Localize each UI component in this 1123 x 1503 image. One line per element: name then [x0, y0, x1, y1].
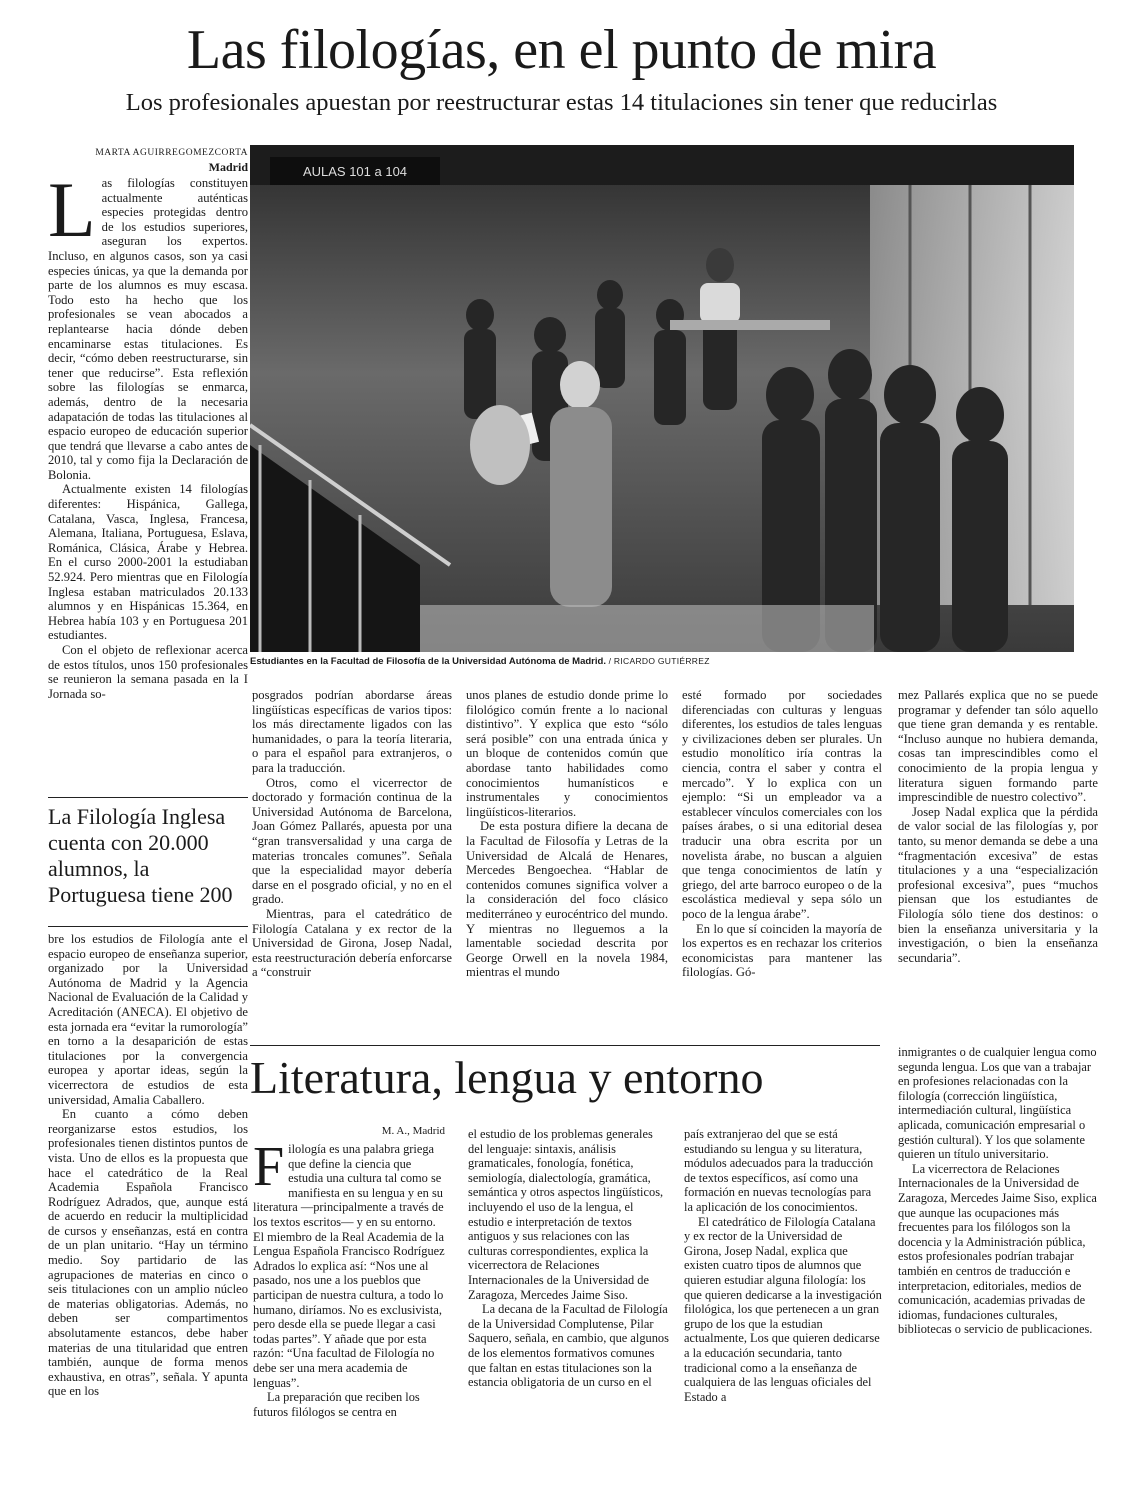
- photo-illustration: [250, 145, 1074, 652]
- main-col1-p5: En cuanto a cómo deben reorganizarse estos estudios, los profesionales tienen distintos puntos de vista. Uno de ellos es la propuesta que hace el catedrático de la Real Academia Española Francisco Rodríguez Adrados, que, aunque está de acuerdo en reducir la multiplicidad de cursos y enseñanzas, está en contra de un plan unitario. “Hay un término medio. Soy partidario de las agrupaciones de materias en cinco o seis titulaciones con un amplio núcleo de materias obligatorias. Además, no deben ser compartimentos absolutamente estancos, debe haber materias de una titularidad que entren también, aunque de forma menos exhaustiva, en otras”, señala. Y apunta que en los: [48, 1107, 248, 1399]
- dropcap-f: F: [253, 1136, 285, 1198]
- main-col1-p3: Con el objeto de reflexionar acerca de estos títulos, unos 150 profesionales se reunieron la semana pasada en la I Jornada so-: [48, 643, 248, 701]
- main-col2-p2: Otros, como el vicerrector de doctorado y formación continua de la Universidad Autónoma de Barcelona, Joan Gómez Pallarés, apuesta por una “gran transversalidad y una carga de materias troncales comunes”. Señala que la especialidad mayor debería darse en el posgrado oficial, y no en el grado.: [252, 775, 452, 907]
- sidebar-col1-p1: Filología es una palabra griega que define la ciencia que estudia una cultura tal como se manifiesta en su lengua y en su literatura —principalmente a través de los textos escritos— y en su entorno. El miembro de la Real Academia de la Lengua Española Francisco Rodríguez Adrados lo explica así: “Nos une al pasado, nos une a los pueblos que participan de nuestra cultura, a todo lo humano, diríamos. No es exclusivista, pero desde ella se puede llegar a casi todas partes”. Y añade que por esta razón: “Una facultad de Filología no debe ser una mera academia de lenguas”.: [253, 1136, 445, 1390]
- sidebar-byline: M. A., Madrid: [381, 1125, 445, 1137]
- main-col5-p1: mez Pallarés explica que no se puede programar y defender tan sólo aquello que tiene gran demanda y es rentable. “Incluso aunque no hubiera demanda, cosas tan imprescindibles como el conocimiento de la propia lengua y literatura siguen formando parte imprescindible de nuestro colectivo”.: [898, 688, 1098, 805]
- main-col3-p1: unos planes de estudio donde prime lo filológico común frente a lo nacional distintivo”. Y explica que esto “sólo será posible” con una entrada única y un bloque de contenidos común que abordase tanto habilidades como conocimientos humanísticos e instrumentales y conocimientos lingüísticos-literarios.: [466, 688, 668, 819]
- byline-place: Madrid: [208, 160, 248, 174]
- sidebar-col2: [468, 1127, 670, 1390]
- main-col1-p4: bre los estudios de Filología ante el espacio europeo de enseñanza superior, organizado por la Universidad Autónoma de Madrid y la Agencia Nacional de Evaluación de la Calidad y Acreditación (ANECA). El objetivo de esta jornada era “evitar la rumorología” en torno a la desaparición de estas titulaciones por la convergencia europea y aportar ideas, según la vicerrectora de estudios de esta universidad, Amalia Caballero.: [48, 932, 248, 1107]
- sidebar-col3-p1: país extranjerao del que se está estudiando su lengua y su literatura, módulos adecuados para la traducción de textos específicos, así como una formación en nuevas tecnologías para la aplicación de los conocimientos.: [684, 1127, 874, 1214]
- sidebar-col4-p2: La vicerrectora de Relaciones Internacionales de la Universidad de Zaragoza, Mercedes Jaime Siso, explica que aunque las ocupaciones más frecuentes para los filólogos son la docencia y la Administración pública, estos profesionales podrían trabajar también en centros de traducción e interpretacion, editoriales, medios de comunicación, academias privadas de idiomas, fundaciones culturales, bibliotecas o servicio de publicaciones.: [898, 1161, 1097, 1337]
- pull-quote-top-rule: [48, 797, 248, 798]
- dropcap-l: L: [48, 166, 96, 253]
- main-col5-p2: Josep Nadal explica que la pérdida de valor social de las filologías y, por tanto, su menor demanda se debe a una “fragmentación excesiva” de estas titulaciones y a una “especialización profesional excesiva”, pues “muchos piensan que los estudiantes de Filología sólo tiene dos destinos: o bien la enseñanza universitaria y la investigación, o bien la enseñanza secundaria”.: [898, 804, 1098, 965]
- main-col2-p3: Mientras, para el catedrático de Filología Catalana y ex rector de la Universidad de Girona, Josep Nadal, esta reestructuración debería enforcarse a “construir: [252, 906, 452, 980]
- sidebar-col4-p1: inmigrantes o de cualquier lengua como segunda lengua. Los que van a trabajar en profesiones relacionadas con la filología (corrección lingüística, intermediación cultural, lingüística aplicada, comunicación empresarial o gestión cultural). Y los que solamente quieren un título universitario.: [898, 1045, 1097, 1162]
- sidebar-headline: Literatura, lengua y entorno: [250, 1052, 764, 1103]
- byline-author: MARTA AGUIRREGOMEZCORTA: [95, 148, 248, 158]
- main-col1-p2: Actualmente existen 14 filologías diferentes: Hispánica, Gallega, Catalana, Vasca, Inglesa, Francesa, Alemana, Italiana, Portuguesa, Eslava, Románica, Clásica, Árabe y Hebrea. En el curso 2000-2001 la estudiaban 52.924. Pero mientras que en Filología Inglesa estaban matriculados 20.133 alumnos y en Hispánicas 15.364, en Hebrea había 103 y en Portuguesa 201 estudiantes.: [48, 482, 248, 643]
- main-col1-p1: Las filologías constituyen actualmente auténticas especies protegidas dentro de los estudios superiores, aseguran los expertos. Incluso, en algunos casos, son ya casi especies únicas, ya que la demanda por parte de los alumnos es muy escasa. Todo esto ha hecho que los profesionales se vean abocados a replantearse hacia dónde deben encaminarse estas titulaciones. Es decir, “cómo deben reestructurarse, sin tener que reducirse”. Esta reflexión sobre las filologías se enmarca, además, dentro de la necesaria adapatación de todas las titulaciones al espacio europeo de educación superior que tendrá que llevarse a cabo antes de 2010, tal y como fija la Declaración de Bolonia.: [48, 166, 248, 482]
- sidebar-col1-p2: La preparación que reciben los futuros filólogos se centra en: [253, 1390, 420, 1419]
- main-col3-p2: De esta postura difiere la decana de la Facultad de Filosofía y Letras de la Universidad de Alcalá de Henares, Mercedes Bengoechea. “Hablar de contenidos comunes significa volver a la consideración del foco clásico mediterráneo y eurocéntrico del mundo. Y mientras no lleguemos a la lamentable sociedad descrita por George Orwell en la novela 1984, mientras el mundo: [466, 819, 668, 980]
- pull-quote-bottom-rule: [48, 926, 248, 927]
- sidebar-col2-p2: La decana de la Facultad de Filología de la Universidad Complutense, Pilar Saquero, señala, en cambio, que algunos de los elementos formativos comunes que faltan en estas titulaciones son la estancia obligatoria de un curso en el: [468, 1302, 669, 1390]
- main-col4-p2: En lo que sí coinciden la mayoría de los expertos es en rechazar los criterios economicistas para mantener las filologías. Gó-: [682, 921, 882, 980]
- pull-quote: La Filología Inglesa cuenta con 20.000 alumnos, la Portuguesa tiene 200: [48, 804, 233, 907]
- sidebar-col1: [253, 1136, 445, 1419]
- sidebar-col4: [898, 1045, 1100, 1337]
- main-col1-lower: [48, 932, 248, 1399]
- main-col4-p1: esté formado por sociedades diferenciadas con culturas y lenguas diferentes, los estudios de tales lenguas y civilizaciones deben ser plurales. Un estudio monolítico iría contras la ciencia, contra el saber y contra el mercado”. Y lo explica con un ejemplo: “Si un empleador va a establecer vínculos comerciales con los países árabes, o si una editorial desea traducir una obra escrita por un novelista árabe, no buscan a alguien que tenga conocimientos de latín y griego, del arte barroco europeo o de la escolástica medieval y sepa sólo un poco de la lengua árabe”.: [682, 688, 882, 921]
- main-col5: [898, 688, 1098, 965]
- sidebar-col2-p1: el estudio de los problemas generales del lenguaje: sintaxis, análisis gramaticales, fonología, fonética, semiología, dialectología, gramática, semántica y otros aspectos lingüísticos, incluyendo el uso de la lengua, el estudio e interpretación de textos antiguos y sus relaciones con las culturas correspondientes, explica la vicerrectora de Relaciones Internacionales de la Universidad de Zaragoza, Mercedes Jaime Siso.: [468, 1127, 664, 1302]
- photo-students: [250, 145, 1074, 652]
- sidebar-col3-p2: El catedrático de Filología Catalana y ex rector de la Universidad de Girona, Josep Nadal, explica que existen cuatro tipos de alumnos que quieren estudiar alguna filología: los que quieren dedicarse a la investigación filológica, los que pertenecen a un gran grupo de los que la estudian actualmente, Los que quieren dedicarse a la educación secundaria, tanto tradicional como a la enseñanza de cualquiera de las lenguas oficiales del Estado a: [684, 1214, 882, 1404]
- headline: Las filologías, en el punto de mira: [186, 19, 937, 81]
- photo-credit: / RICARDO GUTIÉRREZ: [608, 656, 710, 666]
- sidebar-top-rule: [250, 1045, 880, 1046]
- photo-caption-text: Estudiantes en la Facultad de Filosofía de la Universidad Autónoma de Madrid.: [250, 656, 606, 667]
- sidebar-col3: [684, 1127, 882, 1404]
- main-col3: [466, 688, 668, 980]
- subheadline: Los profesionales apuestan por reestructurar estas 14 titulaciones sin tener que reducirlas: [125, 89, 998, 116]
- main-col2-p1: posgrados podrían abordarse áreas lingüísticas específicas de varios tipos: los más directamente ligados con las humanidades, o para la teoría literaria, o para el español para extranjeros, o para la traducción.: [252, 688, 452, 775]
- photo-caption: [250, 656, 1074, 667]
- main-col2: [252, 688, 452, 980]
- main-col4: [682, 688, 882, 980]
- photo-sign-text: AULAS 101 a 104: [302, 164, 408, 179]
